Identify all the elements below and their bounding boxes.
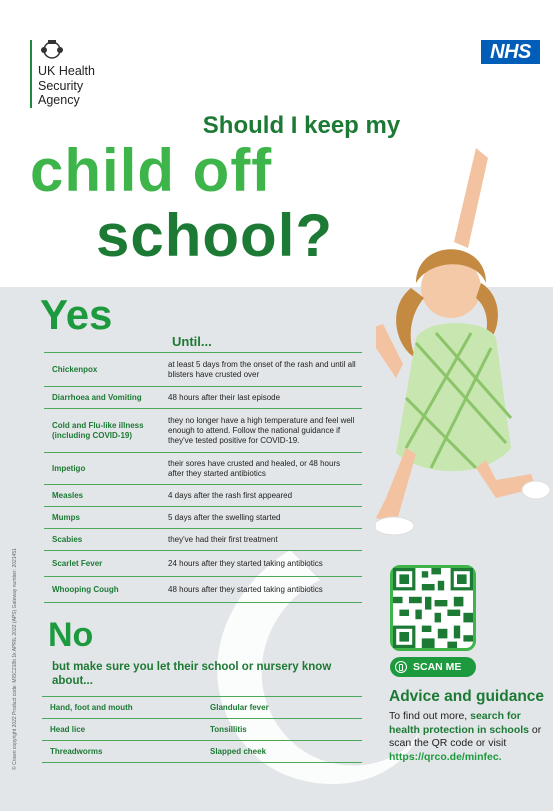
scan-me-label: SCAN ME [413,661,462,673]
no-subtitle: but make sure you let their school or nursery know about... [52,661,332,687]
table-row [44,453,362,485]
logo-bar [30,40,32,108]
jumping-girl-image [376,148,553,548]
advice-text-1: To find out more, [389,710,471,722]
table-row [42,741,362,763]
exclusion-period: 24 hours after they started taking antibiotics [168,558,323,568]
ukhsa-logo [30,40,95,108]
notify-condition: Head lice [50,725,86,734]
table-row [44,529,362,551]
nhs-logo: NHS [481,40,540,64]
headline-line-1: Should I keep my [202,112,401,139]
org-name-line-1: UK Health [38,64,95,78]
condition-name: Impetigo [52,463,86,473]
table-row [44,485,362,507]
exclusion-period: they no longer have a high temperature and feel well enough to attend. Follow the national guidance if they've tested positive for COVID-19. [168,415,355,445]
exclusion-period: 48 hours after they started taking antibiotics [168,584,323,594]
condition-name: Scabies [52,534,83,544]
table-row [44,551,362,577]
notify-condition: Threadworms [50,747,103,756]
until-label: Until... [172,334,212,349]
headline-line-3: school? [96,202,334,269]
table-row [44,409,362,453]
exclusion-table [44,352,362,603]
notify-condition: Tonsillitis [210,725,247,734]
exclusion-period: 48 hours after their last episode [168,392,281,402]
table-row [44,387,362,409]
exclusion-period: 5 days after the swelling started [168,512,281,522]
advice-title: Advice and guidance [389,688,545,705]
table-row [44,353,362,387]
exclusion-period: at least 5 days from the onset of the rash and until all blisters have crusted over [168,359,356,379]
org-name [38,64,95,108]
org-name-line-2: Security [38,78,84,93]
table-row [42,697,362,719]
org-name-line-3: Agency [38,93,80,107]
condition-name: Scarlet Fever [52,558,103,568]
phone-icon [395,661,407,673]
qr-code-icon [393,568,473,648]
notify-table [42,696,362,763]
notify-condition: Hand, foot and mouth [50,703,133,712]
scan-me-button[interactable] [390,657,476,677]
exclusion-period: 4 days after the rash first appeared [168,490,293,500]
advice-link[interactable]: https://qrco.de/minfec. [389,750,502,763]
exclusion-period: they've had their first treatment [168,534,278,544]
yes-title: Yes [40,291,113,338]
qr-code[interactable] [390,565,476,651]
condition-name: Measles [52,490,84,500]
condition-name: Mumps [52,512,80,522]
no-title: No [48,616,94,654]
headline-line-2: child off [30,137,273,204]
advice-text-2: or scan the QR code or visit [389,723,542,749]
condition-name: Cold and Flu-like illness (including COVID-19) [52,420,144,440]
table-row [44,507,362,529]
notify-condition: Slapped cheek [210,747,267,756]
notify-condition: Glandular fever [210,703,269,712]
exclusion-period: their sores have crusted and healed, or 48 hours after they started antibiotics [168,458,341,478]
table-row [44,577,362,603]
advice-text [389,710,549,764]
condition-name: Chickenpox [52,364,98,374]
advice-search-term: search for health protection in schools [389,710,530,736]
table-row [42,719,362,741]
crest-icon [38,38,66,62]
copyright-small-print: © Crown copyright 2022 Product code: MISC218b 1k APRIL 2022 (APS) Gateway number: 2021451 [12,548,18,770]
condition-name: Whooping Cough [52,584,119,594]
condition-name: Diarrhoea and Vomiting [52,392,142,402]
